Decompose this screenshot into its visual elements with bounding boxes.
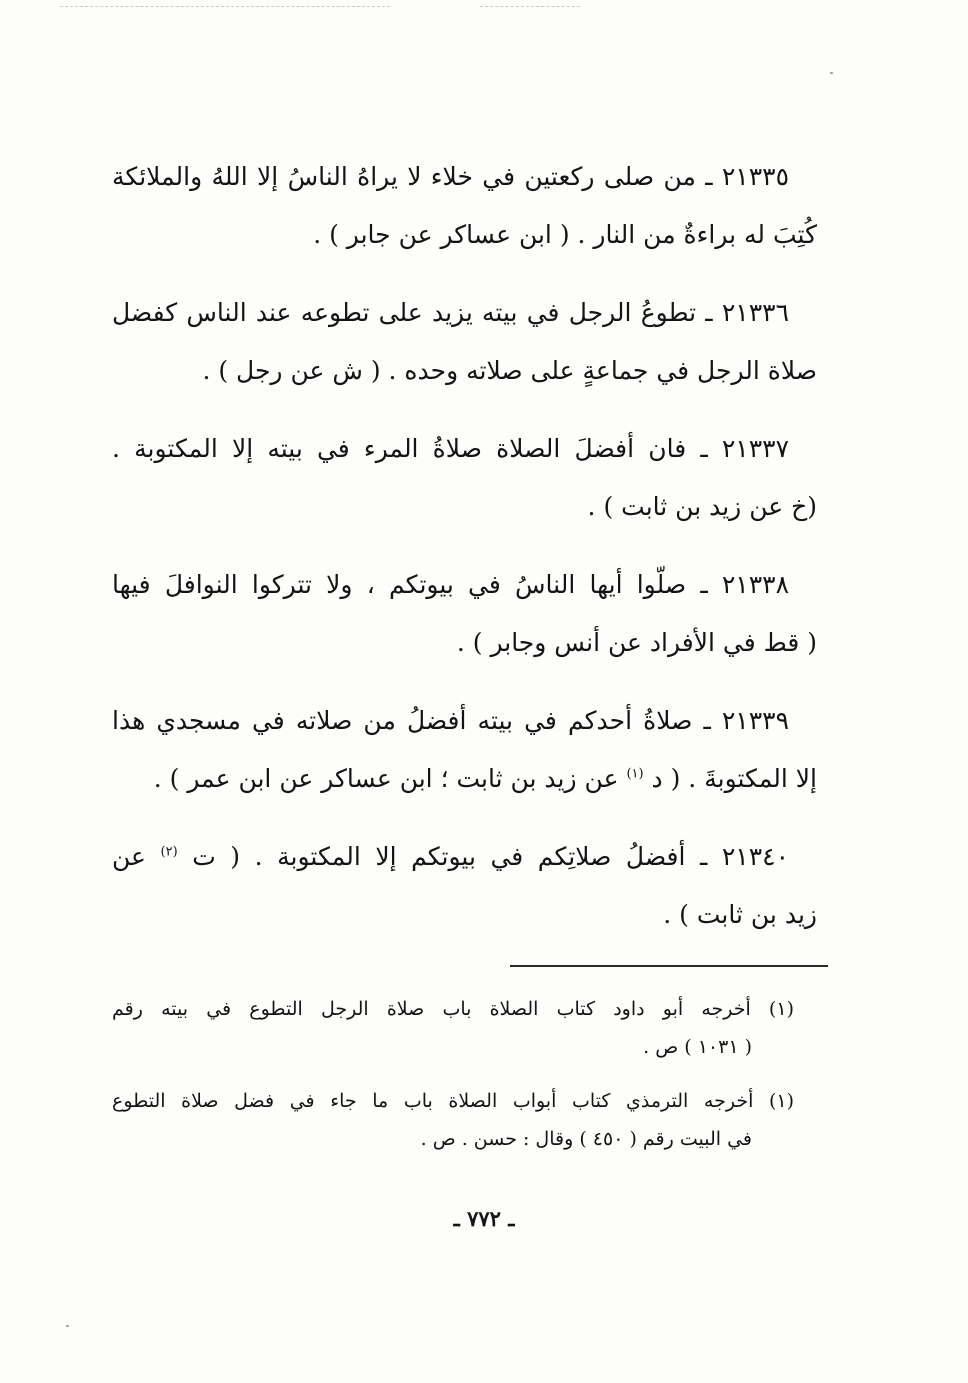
top-edge-mark	[480, 6, 580, 7]
page-number: ـ ٧٧٢ ـ	[453, 1206, 515, 1231]
hadith-line: ٢١٣٣٩ ـ صلاةُ أحدكم في بيته أفضلُ من صلاته في مسجدي هذا	[112, 706, 789, 735]
footnote-separator	[510, 965, 828, 967]
footnotes	[112, 990, 794, 1174]
hadith-entry	[112, 284, 817, 400]
hadith-line: كُتِبَ له براءةٌ من النار . ( ابن عساكر عن جابر ) .	[313, 220, 817, 249]
footnote-line: (١) أخرجه أبو داود كتاب الصلاة باب صلاة الرجل التطوع في بيته رقم	[112, 998, 794, 1020]
hadith-line: زيد بن ثابت ) .	[663, 900, 817, 929]
footnote	[112, 990, 794, 1066]
page-speck	[830, 72, 833, 74]
footnote-line: (١) أخرجه الترمذي كتاب أبواب الصلاة باب ما جاء في فضل صلاة التطوع	[112, 1090, 794, 1112]
top-edge-mark	[60, 6, 390, 7]
page-speck	[66, 1325, 69, 1327]
footnote-line: ( ١٠٣١ ) ص .	[643, 1036, 752, 1058]
hadith-entry	[112, 692, 817, 808]
hadith-line: (خ عن زيد بن ثابت ) .	[587, 492, 817, 521]
hadith-line: ٢١٣٣٨ ـ صلّوا أيها الناسُ في بيوتكم ، ولا تتركوا النوافلَ فيها	[112, 570, 789, 599]
hadith-line: ٢١٣٣٥ ـ من صلى ركعتين في خلاء لا يراهُ الناسُ إلا اللهُ والملائكة	[112, 162, 789, 191]
hadith-text: عن زيد بن ثابت ؛ ابن عساكر عن ابن عمر ) .	[153, 764, 619, 793]
footnote	[112, 1082, 794, 1158]
hadith-entry	[112, 420, 817, 536]
hadith-entry	[112, 556, 817, 672]
footnote-reference: (٢)	[160, 844, 178, 860]
hadith-line: صلاة الرجل في جماعةٍ على صلاته وحده . ( ش عن رجل ) .	[202, 356, 817, 385]
footnote-reference: (١)	[626, 766, 644, 782]
footnote-line: في البيت رقم ( ٤٥٠ ) وقال : حسن . ص .	[420, 1128, 752, 1150]
hadith-line: ٢١٣٣٦ ـ تطوعُ الرجل في بيته يزيد على تطوعه عند الناس كفضل	[112, 298, 789, 327]
hadith-list	[112, 148, 817, 964]
hadith-text: إلا المكتوبةَ . ( د	[651, 764, 817, 793]
hadith-text: عن	[112, 842, 146, 871]
hadith-line	[112, 828, 817, 886]
hadith-text: ٢١٣٤٠ ـ أفضلُ صلاتِكم في بيوتكم إلا المكتوبة . ( ت	[192, 842, 789, 871]
hadith-line: ( قط في الأفراد عن أنس وجابر ) .	[456, 628, 817, 657]
hadith-entry	[112, 148, 817, 264]
hadith-entry	[112, 828, 817, 944]
hadith-line: ٢١٣٣٧ ـ فان أفضلَ الصلاة صلاةُ المرء في بيته إلا المكتوبة .	[112, 434, 789, 463]
hadith-line	[112, 750, 817, 808]
